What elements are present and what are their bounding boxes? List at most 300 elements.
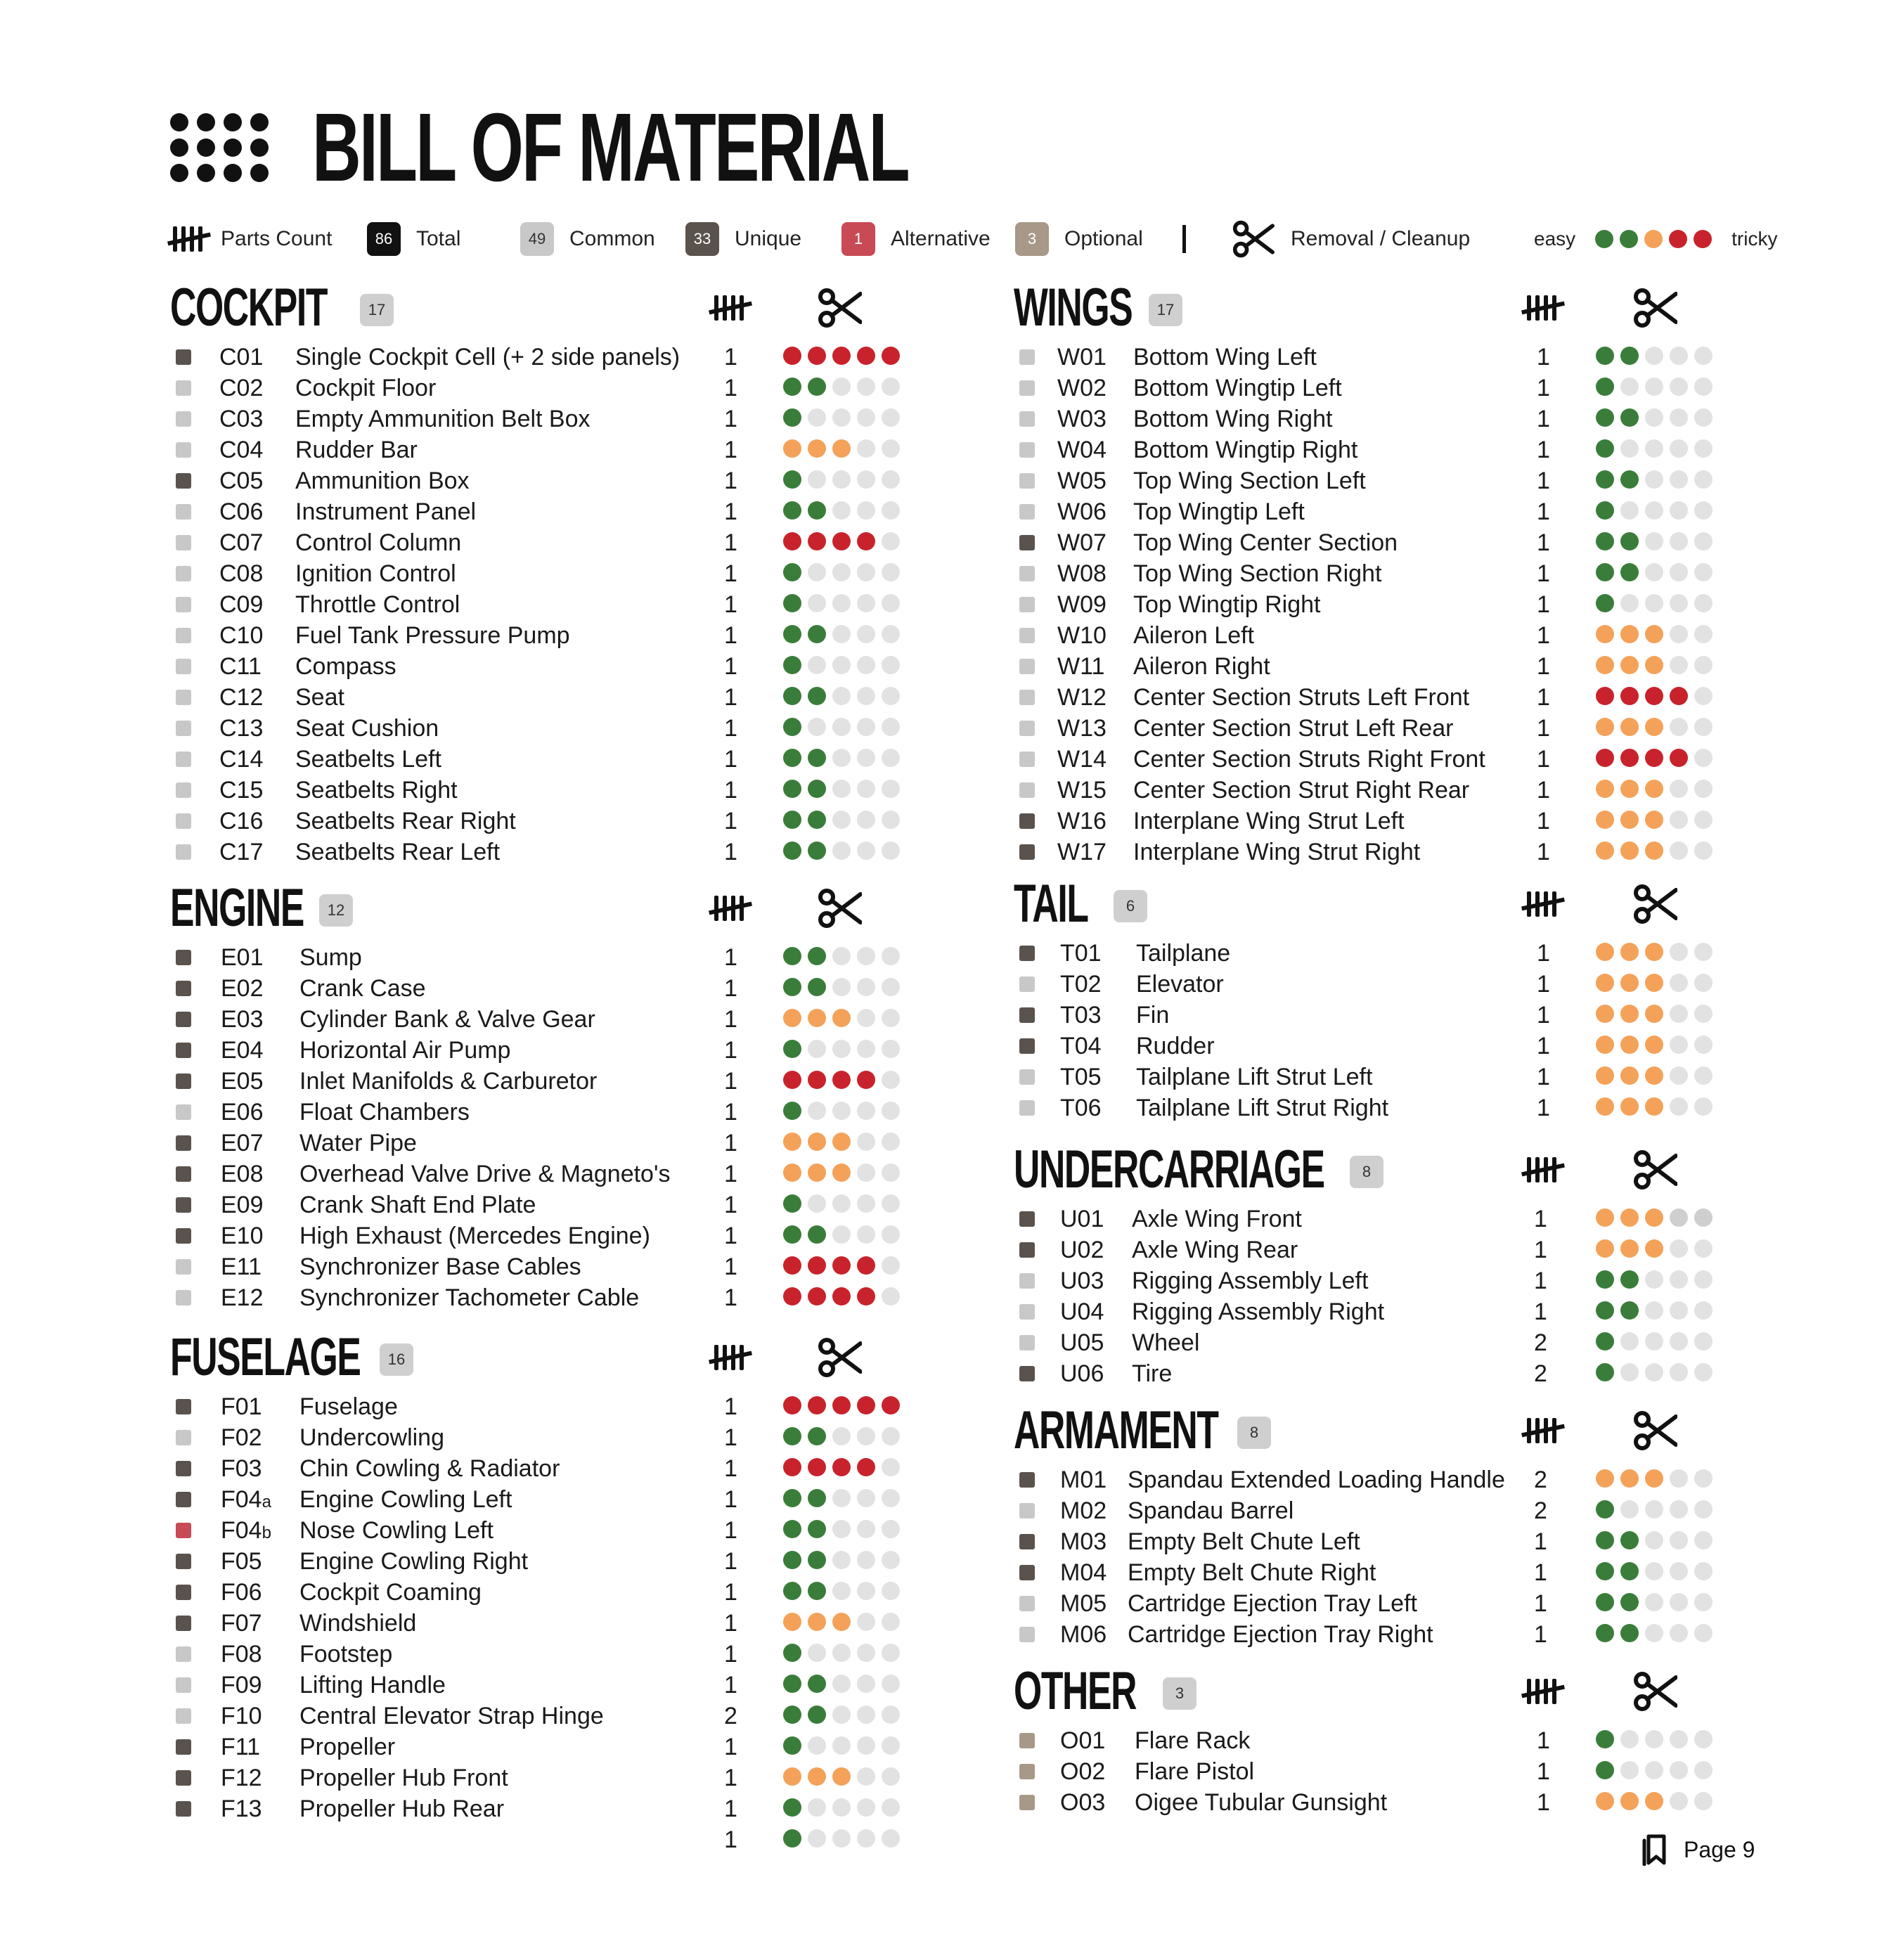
bom-row: [1014, 1588, 1759, 1619]
difficulty-rating: [1596, 656, 1719, 677]
part-type-marker: [1019, 1764, 1035, 1779]
part-quantity: 1: [724, 1006, 737, 1033]
part-code: C09: [219, 591, 264, 618]
difficulty-dot: [1620, 470, 1639, 489]
difficulty-dot: [857, 1582, 875, 1600]
difficulty-dot: [783, 1287, 801, 1305]
difficulty-dot: [783, 1163, 801, 1182]
part-quantity: 1: [1534, 1559, 1547, 1586]
difficulty-dot: [832, 1427, 851, 1445]
section-title: WINGS: [1014, 278, 1133, 337]
part-name: Aileron Left: [1133, 622, 1254, 649]
bom-row: [1014, 1092, 1759, 1123]
difficulty-dot: [1596, 842, 1614, 860]
difficulty-dot: [857, 347, 875, 365]
difficulty-rating: [1596, 1208, 1719, 1230]
difficulty-rating: [783, 1009, 906, 1030]
part-quantity: 1: [724, 560, 737, 587]
part-quantity: 1: [724, 944, 737, 971]
part-code: T02: [1060, 971, 1102, 998]
part-quantity: 1: [724, 1099, 737, 1126]
part-type-marker: [176, 1554, 191, 1569]
difficulty-dot: [1694, 811, 1712, 829]
difficulty-dot: [882, 811, 900, 829]
difficulty-dot: [1645, 470, 1663, 489]
difficulty-dot: [808, 811, 826, 829]
part-quantity: 1: [724, 684, 737, 711]
section-header: [170, 278, 915, 337]
part-type-marker: [1019, 721, 1035, 736]
difficulty-dot: [882, 656, 900, 674]
legend-unique-label: Unique: [735, 227, 802, 250]
difficulty-dot: [882, 1102, 900, 1120]
difficulty-rating: [1596, 1761, 1719, 1782]
part-type-marker: [1019, 782, 1035, 798]
difficulty-dot: [1620, 943, 1639, 961]
part-name: Horizontal Air Pump: [299, 1037, 511, 1064]
part-quantity: 1: [724, 1579, 737, 1606]
part-type-marker: [176, 1677, 191, 1693]
part-name: Interplane Wing Strut Right: [1133, 839, 1421, 865]
difficulty-rating: [783, 1163, 906, 1185]
difficulty-dot: [783, 1798, 801, 1817]
part-quantity: 1: [724, 1486, 737, 1513]
part-type-marker: [1019, 659, 1035, 674]
difficulty-rating: [1596, 1066, 1719, 1088]
part-code: W06: [1057, 498, 1107, 525]
difficulty-dot: [857, 947, 875, 965]
difficulty-rating: [783, 1520, 906, 1541]
difficulty-rating: [783, 749, 906, 770]
part-quantity: 1: [1537, 777, 1550, 804]
difficulty-rating: [1596, 1531, 1719, 1552]
bom-row: [170, 1189, 915, 1220]
part-name: Spandau Barrel: [1128, 1497, 1294, 1524]
part-name: Axle Wing Front: [1132, 1206, 1302, 1232]
bom-row: [1014, 465, 1759, 496]
difficulty-rating: [1596, 974, 1719, 995]
difficulty-dot: [882, 947, 900, 965]
part-quantity: 1: [1537, 971, 1550, 998]
part-name: Throttle Control: [295, 591, 460, 618]
difficulty-dot: [882, 1163, 900, 1182]
difficulty-dot: [1620, 532, 1639, 550]
difficulty-dot: [1596, 780, 1614, 798]
part-code: O02: [1060, 1758, 1106, 1785]
difficulty-rating: [1596, 625, 1719, 646]
difficulty-rating: [783, 594, 906, 615]
difficulty-rating: [1596, 1562, 1719, 1583]
difficulty-dot: [1620, 1500, 1639, 1519]
part-type-marker: [176, 628, 191, 643]
part-name: Propeller Hub Front: [299, 1765, 508, 1791]
difficulty-dot: [882, 1644, 900, 1662]
part-quantity: 2: [1534, 1466, 1547, 1493]
part-name: Center Section Strut Left Rear: [1133, 715, 1454, 742]
difficulty-rating: [783, 1458, 906, 1479]
part-type-marker: [176, 380, 191, 396]
difficulty-dot: [832, 1798, 851, 1817]
part-type-marker: [176, 411, 191, 427]
bom-row: [1014, 1557, 1759, 1588]
difficulty-dot: [1694, 780, 1712, 798]
part-name: Tire: [1132, 1360, 1173, 1387]
part-type-marker: [176, 1012, 191, 1027]
part-code: W10: [1057, 622, 1107, 649]
part-quantity: 1: [724, 1641, 737, 1668]
part-quantity: 1: [724, 529, 737, 556]
part-code: U03: [1060, 1268, 1104, 1294]
part-code: U06: [1060, 1360, 1104, 1387]
difficulty-dot: [1670, 347, 1688, 365]
part-code: W04: [1057, 437, 1107, 463]
part-quantity: 1: [724, 468, 737, 494]
part-type-marker: [176, 813, 191, 829]
difficulty-dot: [1645, 656, 1663, 674]
difficulty-dot: [1694, 1624, 1712, 1642]
difficulty-dot: [783, 718, 801, 736]
difficulty-dot: [857, 1706, 875, 1724]
difficulty-dot: [857, 1489, 875, 1507]
difficulty-dot: [808, 1489, 826, 1507]
part-code: F03: [221, 1455, 262, 1482]
difficulty-dot: [783, 625, 801, 643]
bom-row: [170, 620, 915, 651]
bom-row: [170, 1066, 915, 1097]
difficulty-dot: [1645, 1301, 1663, 1320]
part-type-marker: [176, 1290, 191, 1305]
difficulty-dot: [1620, 1208, 1639, 1227]
difficulty-rating: [1596, 1363, 1719, 1384]
difficulty-dot: [882, 1256, 900, 1275]
part-name: Wheel: [1132, 1329, 1200, 1356]
bom-row: [1014, 1495, 1759, 1526]
difficulty-dot: [882, 532, 900, 550]
part-code: T06: [1060, 1095, 1102, 1121]
section-tail: [1014, 874, 1759, 1123]
difficulty-dot: [1694, 1593, 1712, 1611]
section-title: UNDERCARRIAGE: [1014, 1140, 1324, 1199]
section-header: [1014, 874, 1759, 934]
part-type-marker: [1019, 844, 1035, 860]
difficulty-dot: [1645, 1730, 1663, 1748]
part-name: Elevator: [1136, 971, 1224, 998]
part-type-marker: [1019, 1007, 1035, 1023]
difficulty-dot: [882, 749, 900, 767]
difficulty-dot: [783, 378, 801, 396]
bom-row: [1014, 373, 1759, 404]
difficulty-dot: [857, 1798, 875, 1817]
bom-row: [170, 837, 915, 868]
difficulty-rating: [1596, 1624, 1719, 1645]
part-code: U02: [1060, 1237, 1104, 1263]
difficulty-dot: [857, 1102, 875, 1120]
part-quantity: 1: [724, 1734, 737, 1760]
difficulty-dot: [882, 439, 900, 458]
difficulty-rating: [783, 1706, 906, 1727]
difficulty-dot: [808, 347, 826, 365]
difficulty-dot: [1620, 974, 1639, 992]
part-quantity: 1: [1537, 746, 1550, 773]
scissors-icon: [1632, 285, 1677, 330]
difficulty-dot: [808, 408, 826, 427]
part-code: W01: [1057, 344, 1107, 370]
difficulty-dot: [1620, 1469, 1639, 1488]
difficulty-rating: [783, 811, 906, 832]
difficulty-dot: [1645, 1761, 1663, 1779]
bom-row: [170, 496, 915, 527]
part-quantity: 1: [724, 1455, 737, 1482]
part-code: E06: [221, 1099, 264, 1126]
difficulty-dot: [832, 1458, 851, 1476]
difficulty-dot: [1596, 1500, 1614, 1519]
part-code: F11: [221, 1734, 261, 1760]
difficulty-dot: [857, 1613, 875, 1631]
bom-row: [1014, 806, 1759, 837]
difficulty-dot: [1645, 1562, 1663, 1580]
difficulty-dot: [1694, 532, 1712, 550]
difficulty-dot: [808, 1613, 826, 1631]
difficulty-rating: [783, 1736, 906, 1758]
part-code: C02: [219, 375, 264, 401]
difficulty-rating: [783, 501, 906, 522]
difficulty-dot: [783, 978, 801, 996]
part-type-marker: [176, 1399, 191, 1414]
part-code: M03: [1060, 1528, 1107, 1555]
difficulty-rating: [1596, 943, 1719, 964]
difficulty-dot: [808, 1706, 826, 1724]
difficulty-dot: [1596, 1208, 1614, 1227]
part-quantity: 2: [724, 1703, 737, 1729]
difficulty-dot: [783, 1071, 801, 1089]
difficulty-rating: [783, 1071, 906, 1092]
bom-row: [1014, 1062, 1759, 1092]
bom-row: [170, 404, 915, 434]
difficulty-dot: [882, 1427, 900, 1445]
difficulty-dot: [1596, 470, 1614, 489]
part-type-marker: [176, 1770, 191, 1786]
difficulty-dot: [1620, 230, 1638, 248]
difficulty-dot: [1694, 563, 1712, 581]
part-code: W13: [1057, 715, 1107, 742]
difficulty-dot: [1645, 1270, 1663, 1289]
difficulty-dot: [1596, 1593, 1614, 1611]
difficulty-dot: [1645, 439, 1663, 458]
difficulty-dot: [808, 563, 826, 581]
difficulty-rating: [783, 1256, 906, 1277]
difficulty-dot: [1645, 1005, 1663, 1023]
part-type-marker: [1019, 442, 1035, 458]
difficulty-dot: [857, 978, 875, 996]
difficulty-dot: [1596, 1036, 1614, 1054]
difficulty-dot: [808, 1163, 826, 1182]
difficulty-dot: [882, 563, 900, 581]
difficulty-rating: [1596, 408, 1719, 430]
difficulty-rating: [783, 1427, 906, 1448]
part-name: Flare Pistol: [1135, 1758, 1255, 1785]
difficulty-dot: [808, 1798, 826, 1817]
part-code: C11: [219, 653, 262, 680]
bom-row: [170, 558, 915, 589]
difficulty-dot: [808, 1458, 826, 1476]
difficulty-dot: [808, 978, 826, 996]
bom-row: [170, 1824, 915, 1855]
difficulty-dot: [882, 1071, 900, 1089]
part-name: Interplane Wing Strut Left: [1133, 808, 1405, 834]
difficulty-dot: [1645, 1593, 1663, 1611]
difficulty-dot: [783, 532, 801, 550]
part-code: T04: [1060, 1033, 1102, 1059]
difficulty-dot: [1596, 1562, 1614, 1580]
part-quantity: 1: [1537, 468, 1550, 494]
difficulty-dot: [1645, 718, 1663, 736]
part-quantity: 1: [1534, 1268, 1547, 1294]
part-quantity: 1: [724, 1192, 737, 1218]
difficulty-dot: [832, 978, 851, 996]
difficulty-dot: [1596, 1301, 1614, 1320]
part-quantity: 1: [1537, 1064, 1550, 1090]
difficulty-dot: [1645, 1332, 1663, 1350]
part-quantity: 1: [724, 375, 737, 401]
part-code: W05: [1057, 468, 1107, 494]
difficulty-dot: [832, 718, 851, 736]
part-type-marker: [1019, 566, 1035, 581]
bom-row: [1014, 342, 1759, 373]
difficulty-dot: [1596, 1792, 1614, 1810]
difficulty-rating: [783, 347, 906, 368]
part-code: M01: [1060, 1466, 1107, 1493]
part-code: T03: [1060, 1002, 1102, 1029]
difficulty-dot: [783, 1102, 801, 1120]
bom-row: [170, 1128, 915, 1159]
difficulty-dot: [1645, 594, 1663, 612]
difficulty-rating: [783, 1829, 906, 1850]
difficulty-dot: [832, 1551, 851, 1569]
alternative-badge: 1: [841, 222, 875, 256]
page-number: Page 9: [1684, 1836, 1755, 1862]
difficulty-dot: [1620, 1332, 1639, 1350]
part-code: M06: [1060, 1621, 1107, 1648]
part-type-marker: [176, 1461, 191, 1476]
difficulty-dot: [783, 842, 801, 860]
difficulty-dot: [783, 1458, 801, 1476]
difficulty-dot: [1596, 1239, 1614, 1258]
difficulty-dot: [1645, 1036, 1663, 1054]
part-code: C10: [219, 622, 264, 649]
difficulty-dot: [1620, 656, 1639, 674]
difficulty-dot: [857, 811, 875, 829]
difficulty-dot: [1694, 842, 1712, 860]
part-quantity: 1: [724, 1548, 737, 1575]
difficulty-dot: [882, 718, 900, 736]
part-name: Top Wingtip Right: [1133, 591, 1321, 618]
part-code: F05: [221, 1548, 262, 1575]
part-type-marker: [176, 597, 191, 612]
grid-dots-icon: [170, 113, 269, 182]
difficulty-dot: [882, 1829, 900, 1848]
difficulty-dot: [1596, 1531, 1614, 1549]
legend-common-label: Common: [569, 227, 655, 250]
part-type-marker: [176, 535, 191, 550]
difficulty-dot: [857, 1829, 875, 1848]
part-type-marker: [176, 1616, 191, 1631]
bom-row: [170, 682, 915, 713]
difficulty-dot: [1645, 1469, 1663, 1488]
part-code: M04: [1060, 1559, 1107, 1586]
difficulty-dot: [1694, 656, 1712, 674]
section-title: TAIL: [1014, 874, 1088, 934]
part-quantity: 1: [724, 437, 737, 463]
difficulty-dot: [783, 1427, 801, 1445]
bom-row: [1014, 938, 1759, 969]
difficulty-dot: [808, 1582, 826, 1600]
part-code-variant: a: [262, 1492, 271, 1511]
difficulty-dot: [1694, 230, 1712, 248]
difficulty-dot: [832, 1829, 851, 1848]
difficulty-dot: [832, 378, 851, 396]
part-type-marker: [176, 1585, 191, 1600]
part-quantity: 1: [724, 1393, 737, 1420]
difficulty-dot: [857, 749, 875, 767]
difficulty-rating: [783, 470, 906, 491]
part-name: Bottom Wingtip Right: [1133, 437, 1358, 463]
bom-row: [170, 589, 915, 620]
difficulty-dot: [783, 1582, 801, 1600]
difficulty-dot: [1694, 687, 1712, 705]
bom-row: [170, 1608, 915, 1639]
part-type-marker: [1019, 1211, 1035, 1227]
bom-row: [1014, 1725, 1759, 1756]
difficulty-rating: [783, 656, 906, 677]
part-name: Bottom Wing Left: [1133, 344, 1317, 370]
difficulty-dot: [808, 1427, 826, 1445]
section-undercarriage: [1014, 1140, 1759, 1389]
part-quantity: 1: [1534, 1528, 1547, 1555]
part-code: W11: [1057, 653, 1105, 680]
difficulty-rating: [783, 563, 906, 584]
part-code: E02: [221, 975, 264, 1002]
difficulty-dot: [857, 1675, 875, 1693]
bom-row: [1014, 1619, 1759, 1650]
difficulty-dot: [832, 1009, 851, 1027]
difficulty-dot: [882, 1458, 900, 1476]
section-engine: [170, 878, 915, 1313]
difficulty-rating: [783, 1613, 906, 1634]
difficulty-dot: [1620, 718, 1639, 736]
difficulty-rating: [1596, 1301, 1719, 1322]
difficulty-dot: [783, 439, 801, 458]
difficulty-dot: [1620, 1562, 1639, 1580]
difficulty-dot: [783, 749, 801, 767]
difficulty-dot: [1670, 1005, 1688, 1023]
difficulty-dot: [857, 1225, 875, 1244]
difficulty-dot: [1670, 842, 1688, 860]
section-count-badge: 3: [1163, 1677, 1196, 1710]
part-quantity: 1: [724, 1223, 737, 1249]
part-name: Seat Cushion: [295, 715, 439, 742]
part-code: F10: [221, 1703, 262, 1729]
difficulty-dot: [1670, 1761, 1688, 1779]
part-code: C04: [219, 437, 264, 463]
difficulty-dot: [808, 1829, 826, 1848]
difficulty-dot: [1596, 1469, 1614, 1488]
difficulty-dot: [1620, 1730, 1639, 1748]
difficulty-dot: [783, 501, 801, 520]
difficulty-dot: [857, 1194, 875, 1213]
difficulty-dot: [1620, 501, 1639, 520]
difficulty-dot: [1670, 1531, 1688, 1549]
difficulty-dot: [882, 1736, 900, 1755]
